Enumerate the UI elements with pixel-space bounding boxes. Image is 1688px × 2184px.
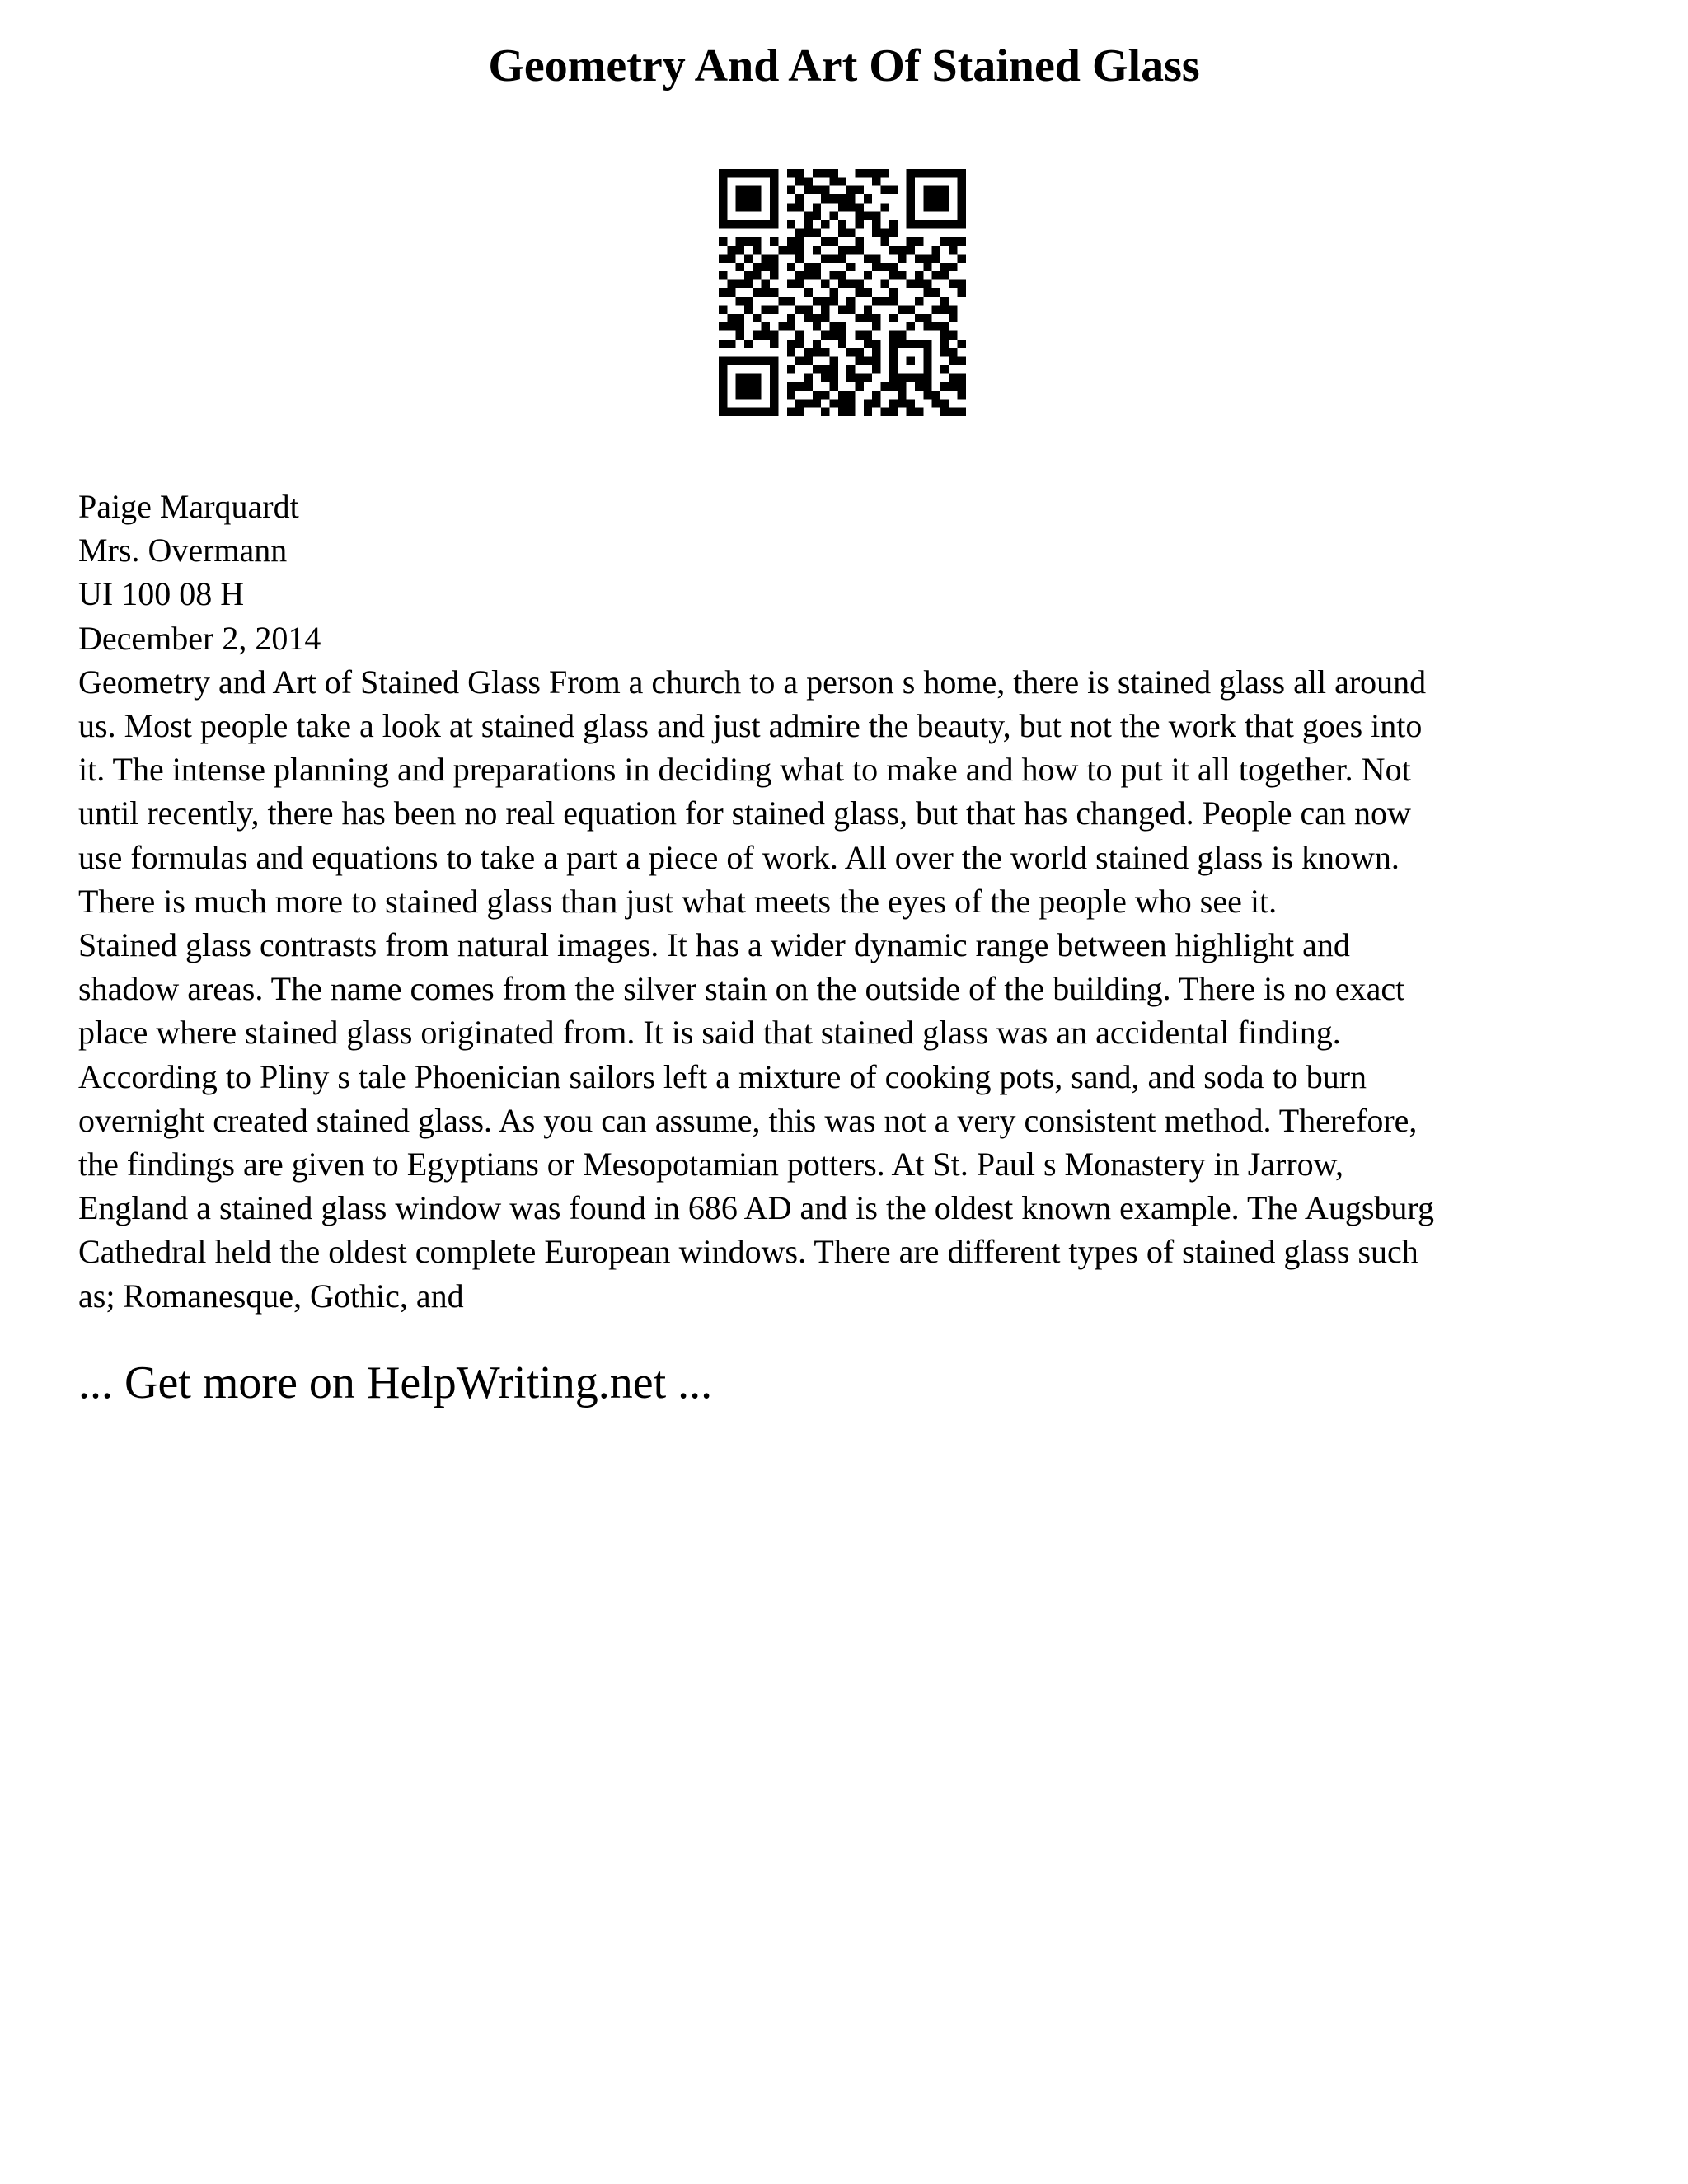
course-code: UI 100 08 H: [78, 575, 245, 613]
paragraph-2-line: According to Pliny s tale Phoenician sailors left a mixture of cooking pots, sand, and soda to burn: [78, 1057, 1367, 1095]
paragraph-2-line: Stained glass contrasts from natural images. It has a wider dynamic range between highlight and: [78, 926, 1350, 964]
document-date: December 2, 2014: [78, 619, 321, 657]
paragraph-1-line: There is much more to stained glass than just what meets the eyes of the people who see it.: [78, 882, 1278, 920]
paragraph-1-line: Geometry and Art of Stained Glass From a church to a person s home, there is stained glass all around: [78, 663, 1427, 701]
paragraph-1-line: until recently, there has been no real equation for stained glass, but that has changed. People can now: [78, 794, 1411, 832]
author-name: Paige Marquardt: [78, 488, 299, 525]
paragraph-1-line: us. Most people take a look at stained glass and just admire the beauty, but not the work that goes into: [78, 707, 1423, 745]
paragraph-1-line: use formulas and equations to take a part a piece of work. All over the world stained glass is known.: [78, 838, 1400, 876]
paragraph-2-line: as; Romanesque, Gothic, and: [78, 1277, 464, 1315]
paragraph-2-line: Cathedral held the oldest complete European windows. There are different types of stained glass such: [78, 1233, 1418, 1271]
get-more-link[interactable]: ... Get more on HelpWriting.net ...: [78, 1357, 713, 1408]
qr-code-icon: [719, 169, 966, 416]
document-body: [78, 485, 1628, 1318]
paragraph-2-line: England a stained glass window was found in 686 AD and is the oldest known example. The Augsburg: [78, 1189, 1434, 1227]
paragraph-2-line: shadow areas. The name comes from the silver stain on the outside of the building. There is no exact: [78, 970, 1405, 1008]
paragraph-2-line: overnight created stained glass. As you can assume, this was not a very consistent method. Therefore,: [78, 1101, 1418, 1139]
paragraph-2-line: place where stained glass originated from. It is said that stained glass was an accidental finding.: [78, 1014, 1341, 1052]
teacher-name: Mrs. Overmann: [78, 532, 288, 569]
paragraph-1-line: it. The intense planning and preparations in deciding what to make and how to put it all together. Not: [78, 751, 1411, 789]
paragraph-2-line: the findings are given to Egyptians or Mesopotamian potters. At St. Paul s Monastery in Jarrow,: [78, 1146, 1343, 1183]
document-title: Geometry And Art Of Stained Glass: [488, 40, 1200, 91]
